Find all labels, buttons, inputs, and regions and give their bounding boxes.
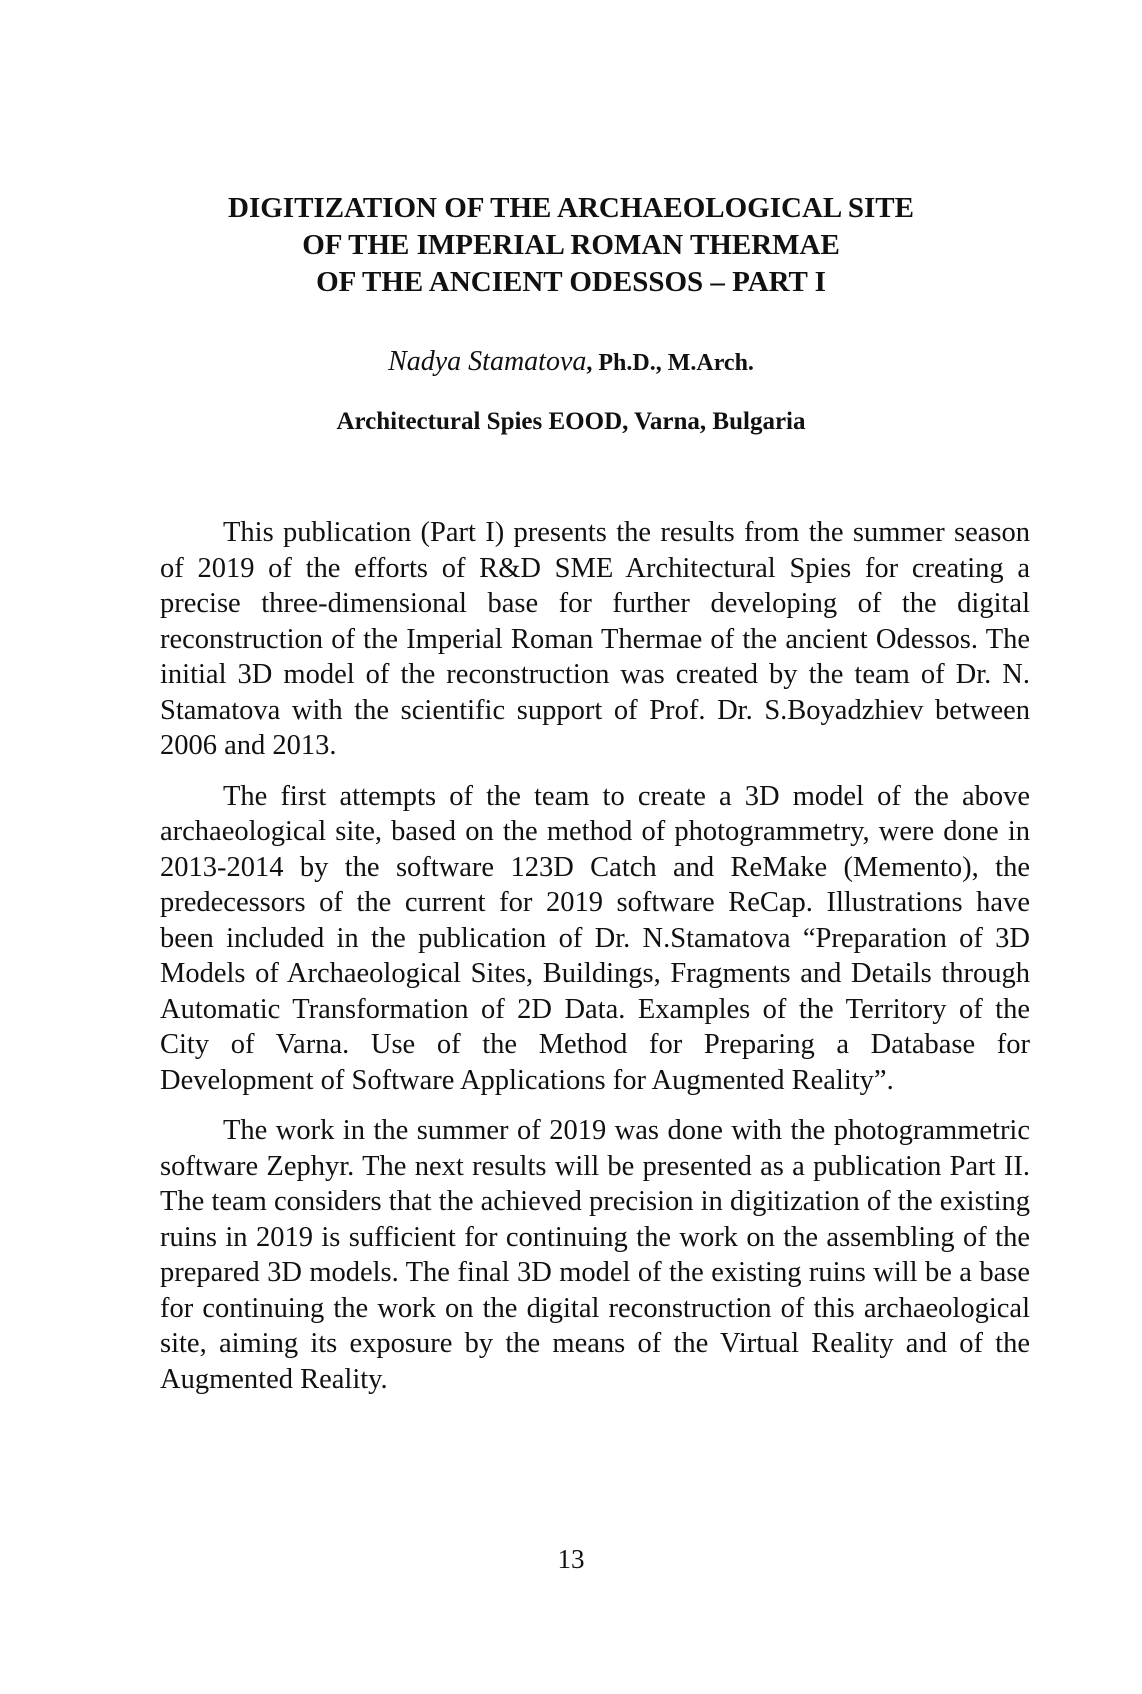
abstract-paragraph-1: This publication (Part I) presents the results from the summer season of 2019 of the efforts of R&D SME Architectural Spies for creating a precise three-dimensional base for further developing of the digital reconstruction of the Imperial Roman Thermae of the ancient Odessos. The initial 3D model of the reconstruction was created by the team of Dr. N. Stamatova with the scientific support of Prof. Dr. S.Boyadzhiev between 2006 and 2013. bbox=[160, 517, 1030, 761]
page-number: 13 bbox=[557, 1544, 585, 1574]
title-line-1: DIGITIZATION OF THE ARCHAEOLOGICAL SITE bbox=[228, 192, 914, 224]
paper-title bbox=[140, 190, 1002, 301]
title-line-2: OF THE IMPERIAL ROMAN THERMAE bbox=[302, 229, 840, 261]
author-name: Nadya Stamatova bbox=[388, 346, 587, 377]
title-line-3: OF THE ANCIENT ODESSOS – PART I bbox=[316, 266, 826, 298]
abstract-body bbox=[160, 515, 1030, 1412]
abstract-paragraph-2: The first attempts of the team to create a 3D model of the above archaeological site, based on the method of photogrammetry, were done in 2013-2014 by the software 123D Catch and ReMake (Memento), the predecessors of the current for 2019 software ReCap. Illustrations have been included in the publication of Dr. N.Stamatova “Preparation of 3D Models of Archaeological Sites, Buildings, Fragments and Details through Automatic Transformation of 2D Data. Examples of the Territory of the City of Varna. Use of the Method for Preparing a Database for Development of Software Applications for Augmented Reality”. bbox=[160, 780, 1030, 1096]
abstract-paragraph-3: The work in the summer of 2019 was done with the photogrammetric software Zephyr. The next results will be presented as a publication Part II. The team considers that the achieved precision in digitization of the existing ruins in 2019 is sufficient for continuing the work on the assembling of the prepared 3D models. The final 3D model of the existing ruins will be a base for continuing the work on the digital reconstruction of this archaeological site, aiming its exposure by the means of the Virtual Reality and of the Augmented Reality. bbox=[160, 1115, 1030, 1395]
author-line bbox=[140, 344, 1002, 381]
author-degrees: , Ph.D., M.Arch. bbox=[586, 350, 754, 376]
author-affiliation: Architectural Spies EOOD, Varna, Bulgaria bbox=[336, 408, 806, 435]
